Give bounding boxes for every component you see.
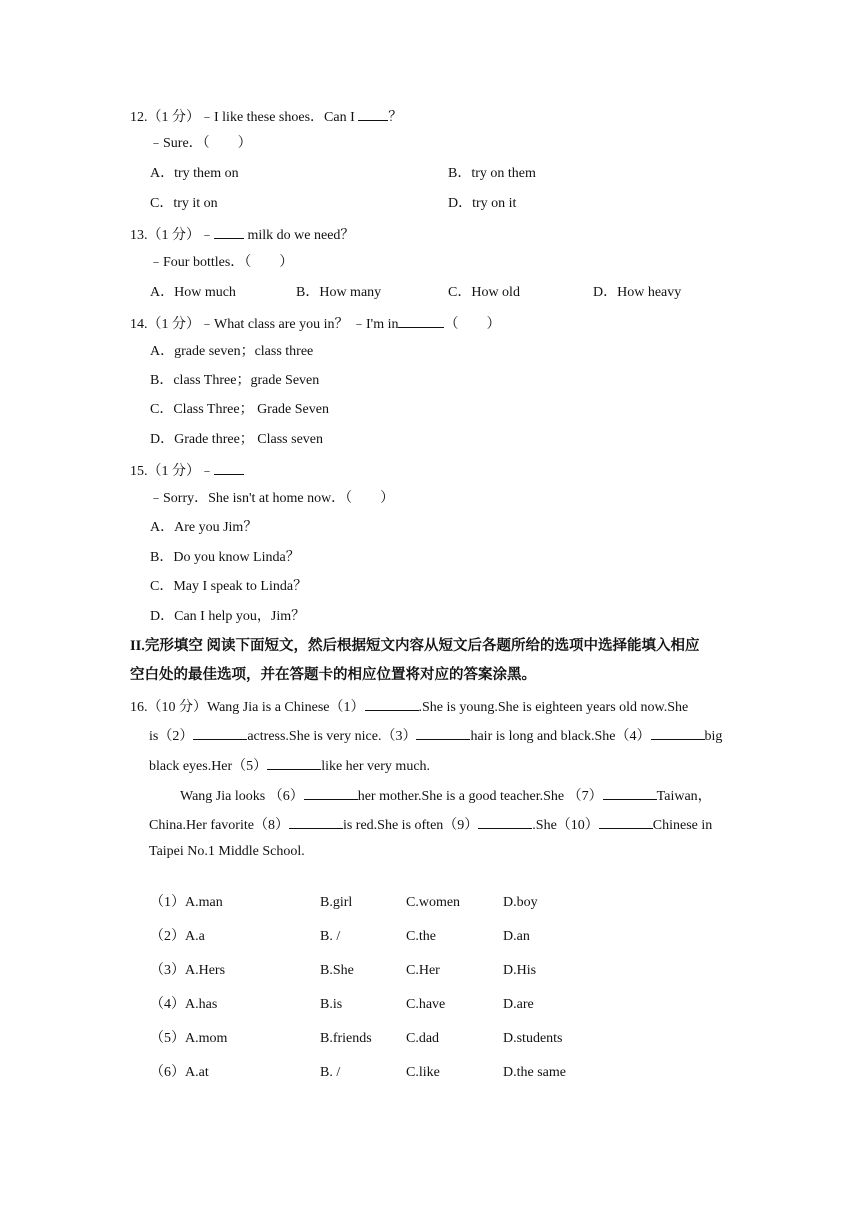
choice-option-c[interactable]: C.the xyxy=(406,929,436,944)
choice-row xyxy=(150,1064,603,1098)
answer-blank xyxy=(358,106,388,121)
question-15-option-d[interactable]: D．Can I help you，Jim？ xyxy=(150,609,306,624)
choice-option-c[interactable]: C.have xyxy=(406,997,446,1012)
blank-9 xyxy=(478,814,532,829)
question-15-answer: ﹣Sorry．She isn't at home now．（ ） xyxy=(149,491,395,506)
blank-10 xyxy=(599,814,653,829)
choice-option-b[interactable]: B.is xyxy=(320,997,343,1012)
passage-line-2 xyxy=(149,725,722,746)
answer-blank xyxy=(214,460,244,475)
passage-text: Chinese in xyxy=(652,818,713,833)
question-14-option-a[interactable]: A．grade seven；class three xyxy=(150,344,314,359)
question-15-option-b[interactable]: B．Do you know Linda？ xyxy=(150,550,300,565)
question-13-option-c[interactable]: C．How old xyxy=(448,285,520,300)
answer-blank xyxy=(398,313,444,328)
choice-option-d[interactable]: D.students xyxy=(503,1031,563,1046)
choice-option-b[interactable]: B.girl xyxy=(320,895,353,910)
question-14-stem-end: （ ） xyxy=(444,317,501,332)
choice-option-b[interactable]: B. / xyxy=(320,929,341,944)
choice-row xyxy=(150,894,603,928)
choice-option-c[interactable]: C.women xyxy=(406,895,461,910)
choice-option-c[interactable]: C.Her xyxy=(406,963,440,978)
question-14-stem-text: 14.（1 分）﹣What class are you in？ ﹣I'm in xyxy=(130,317,399,332)
question-12-stem-text: 12.（1 分）﹣I like these shoes．Can I xyxy=(130,110,355,125)
question-13-option-b[interactable]: B．How many xyxy=(296,285,382,300)
passage-text: big xyxy=(704,729,723,744)
choice-option-a[interactable]: （2）A.a xyxy=(150,929,205,944)
passage-text: .She is young.She is eighteen years old now.She xyxy=(418,700,689,715)
passage-line-5 xyxy=(149,814,712,835)
passage-text: 16.（10 分）Wang Jia is a Chinese（1） xyxy=(130,700,365,715)
question-14-option-d[interactable]: D．Grade three； Class seven xyxy=(150,432,324,447)
question-14-option-b[interactable]: B．class Three；grade Seven xyxy=(150,373,320,388)
blank-1 xyxy=(365,696,419,711)
question-13-stem xyxy=(130,224,354,245)
choices-table xyxy=(150,894,603,1098)
section-2-heading-line-2: 空白处的最佳选项，并在答题卡的相应位置将对应的答案涂黑。 xyxy=(130,667,536,683)
choice-option-d[interactable]: D.the same xyxy=(503,1065,566,1080)
passage-text: Wang Jia looks （6） xyxy=(180,789,304,804)
passage-text: hair is long and black.She（4） xyxy=(470,729,651,744)
passage-line-1 xyxy=(130,696,688,717)
question-12-option-d[interactable]: D．try on it xyxy=(448,196,517,211)
passage-text: is red.She is often（9） xyxy=(342,818,479,833)
blank-4 xyxy=(651,725,705,740)
choice-option-d[interactable]: D.boy xyxy=(503,895,538,910)
question-12-option-c[interactable]: C．try it on xyxy=(150,196,218,211)
choice-option-a[interactable]: （3）A.Hers xyxy=(150,963,226,978)
question-12-stem xyxy=(130,106,402,127)
passage-line-4 xyxy=(180,785,712,806)
choice-row xyxy=(150,996,603,1030)
passage-text: like her very much. xyxy=(321,759,431,774)
passage-text: black eyes.Her（5） xyxy=(149,759,268,774)
question-15-option-c[interactable]: C．May I speak to Linda？ xyxy=(150,579,308,594)
question-15-option-a[interactable]: A．Are you Jim？ xyxy=(150,520,258,535)
passage-line-3 xyxy=(149,755,430,776)
choice-option-a[interactable]: （6）A.at xyxy=(150,1065,209,1080)
passage-text: her mother.She is a good teacher.She （7） xyxy=(357,789,603,804)
passage-text: .She（10） xyxy=(532,818,599,833)
choice-option-a[interactable]: （5）A.mom xyxy=(150,1031,228,1046)
choice-option-d[interactable]: D.are xyxy=(503,997,534,1012)
passage-text: China.Her favorite（8） xyxy=(149,818,289,833)
question-13-option-a[interactable]: A．How much xyxy=(150,285,236,300)
choice-option-a[interactable]: （1）A.man xyxy=(150,895,223,910)
choice-option-c[interactable]: C.dad xyxy=(406,1031,440,1046)
question-14-option-c[interactable]: C．Class Three； Grade Seven xyxy=(150,402,329,417)
question-15-stem xyxy=(130,460,244,481)
blank-3 xyxy=(416,725,470,740)
choice-row xyxy=(150,928,603,962)
question-12-option-a[interactable]: A．try them on xyxy=(150,166,239,181)
question-13-answer: ﹣Four bottles．（ ） xyxy=(149,255,294,270)
choice-option-b[interactable]: B. / xyxy=(320,1065,341,1080)
blank-6 xyxy=(304,785,358,800)
choice-option-d[interactable]: D.an xyxy=(503,929,530,944)
choice-row xyxy=(150,1030,603,1064)
question-13-stem-text: 13.（1 分）﹣ xyxy=(130,228,214,243)
blank-8 xyxy=(289,814,343,829)
passage-text: actress.She is very nice.（3） xyxy=(247,729,417,744)
blank-5 xyxy=(267,755,321,770)
choice-option-d[interactable]: D.His xyxy=(503,963,537,978)
choice-row xyxy=(150,962,603,996)
choice-option-a[interactable]: （4）A.has xyxy=(150,997,218,1012)
question-15-stem-text: 15.（1 分）﹣ xyxy=(130,464,214,479)
blank-2 xyxy=(193,725,247,740)
choice-option-b[interactable]: B.friends xyxy=(320,1031,372,1046)
question-12-option-b[interactable]: B．try on them xyxy=(448,166,536,181)
question-12-stem-end: ？ xyxy=(388,110,403,125)
question-13-stem-end: milk do we need？ xyxy=(247,228,355,243)
question-14-stem xyxy=(130,313,500,334)
answer-blank xyxy=(214,224,244,239)
question-13-option-d[interactable]: D．How heavy xyxy=(593,285,682,300)
passage-text: Taiwan， xyxy=(656,789,712,804)
choice-option-b[interactable]: B.She xyxy=(320,963,354,978)
blank-7 xyxy=(603,785,657,800)
passage-text: is（2） xyxy=(149,729,194,744)
section-2-heading-line-1: II.完形填空 阅读下面短文，然后根据短文内容从短文后各题所给的选项中选择能填入相应 xyxy=(130,638,700,654)
passage-line-6: Taipei No.1 Middle School. xyxy=(149,844,305,859)
choice-option-c[interactable]: C.like xyxy=(406,1065,440,1080)
question-12-answer: ﹣Sure．（ ） xyxy=(149,136,252,151)
